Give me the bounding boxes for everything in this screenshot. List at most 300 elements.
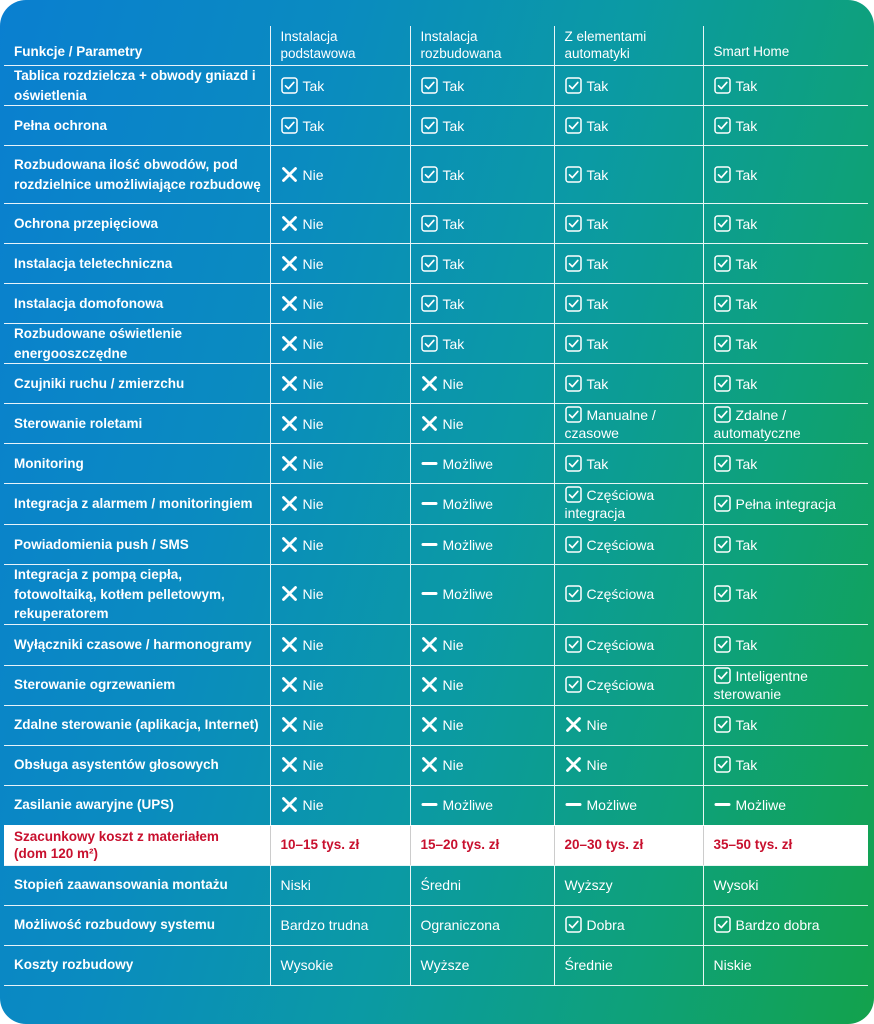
cell-text: Tak [442, 335, 465, 352]
table-cell [410, 785, 554, 825]
row-label: Rozbudowane oświetlenie energooszczędne [4, 324, 270, 364]
table-cell [554, 825, 703, 865]
table-cell [410, 66, 554, 106]
cell-text: Tak [586, 335, 609, 352]
cell-text: Tak [735, 255, 758, 272]
table-cell [703, 865, 868, 905]
row-label: Pełna ochrona [4, 106, 270, 146]
table-cell [554, 204, 703, 244]
check-icon [714, 585, 731, 602]
table-row [4, 525, 868, 565]
cell-text: Tak [735, 455, 758, 472]
row-label: Instalacja domofonowa [4, 284, 270, 324]
dash-icon [421, 455, 438, 472]
table-cell [270, 284, 410, 324]
table-cell [554, 565, 703, 625]
cell-text: Tak [735, 117, 758, 134]
table-cell [270, 484, 410, 525]
table-cell [554, 146, 703, 204]
check-icon [421, 335, 438, 352]
cross-icon [281, 215, 298, 232]
table-cell [270, 525, 410, 565]
row-label: Zdalne sterowanie (aplikacja, Internet) [4, 705, 270, 745]
row-label: Stopień zaawansowania montażu [4, 865, 270, 905]
table-cell [703, 905, 868, 945]
table-row [4, 865, 868, 905]
check-icon [565, 335, 582, 352]
check-icon [714, 756, 731, 773]
check-icon [281, 117, 298, 134]
cell-text: Tak [586, 77, 609, 94]
check-icon [565, 295, 582, 312]
table-cell [410, 404, 554, 444]
cell-text: Tak [586, 166, 609, 183]
table-cell [703, 324, 868, 364]
cell-text: Tak [442, 215, 465, 232]
cell-text: Tak [735, 295, 758, 312]
table-cell [410, 284, 554, 324]
table-cell [703, 825, 868, 865]
check-icon [565, 117, 582, 134]
table-cell [410, 665, 554, 705]
table-cell [270, 665, 410, 705]
dash-icon [421, 796, 438, 813]
cell-text: Wysoki [713, 877, 759, 893]
cross-icon [281, 295, 298, 312]
table-cell [410, 745, 554, 785]
check-icon [714, 77, 731, 94]
table-row [4, 665, 868, 705]
cell-text: Nie [442, 415, 464, 432]
dash-icon [565, 796, 582, 813]
table-cell [410, 146, 554, 204]
row-label: Szacunkowy koszt z materiałem (dom 120 m²) [4, 825, 270, 865]
cell-text: Tak [735, 77, 758, 94]
table-cell [270, 204, 410, 244]
cell-text: Nie [302, 536, 324, 553]
row-label: Zasilanie awaryjne (UPS) [4, 785, 270, 825]
cross-icon [281, 495, 298, 512]
cell-text: Nie [302, 415, 324, 432]
table-cell [410, 525, 554, 565]
check-icon [714, 916, 731, 933]
cell-text: Tak [586, 117, 609, 134]
cell-text: Średnie [564, 957, 613, 973]
header-smart-home: Smart Home [703, 26, 868, 66]
table-cell [703, 565, 868, 625]
cell-text: Częściowa [586, 636, 655, 653]
table-cell [554, 444, 703, 484]
check-icon [714, 536, 731, 553]
table-cell [554, 785, 703, 825]
cross-icon [565, 716, 582, 733]
cross-icon [281, 255, 298, 272]
cell-text: Tak [442, 166, 465, 183]
table-row [4, 146, 868, 204]
table-cell [554, 624, 703, 665]
cell-text: Tak [442, 77, 465, 94]
table-cell [703, 785, 868, 825]
check-icon [565, 255, 582, 272]
header-features: Funkcje / Parametry [4, 26, 270, 66]
row-label: Rozbudowana ilość obwodów, pod rozdzielnice umożliwiające rozbudowę [4, 146, 270, 204]
cell-text: Częściowa integracja [564, 487, 655, 521]
check-icon [565, 676, 582, 693]
table-row [4, 745, 868, 785]
cell-text: Tak [586, 215, 609, 232]
cell-text: Nie [586, 757, 608, 773]
cell-text: Tak [735, 586, 758, 603]
table-cell [554, 525, 703, 565]
check-icon [565, 375, 582, 392]
row-label: Integracja z alarmem / monitoringiem [4, 484, 270, 525]
table-cell [270, 364, 410, 404]
table-cell [270, 745, 410, 785]
cell-text: Nie [442, 375, 464, 392]
cell-text: Tak [735, 215, 758, 232]
row-label: Czujniki ruchu / zmierzchu [4, 364, 270, 404]
cell-text: 10–15 tys. zł [280, 837, 360, 852]
dash-icon [421, 536, 438, 553]
cell-text: Tak [735, 717, 758, 733]
table-cell [270, 146, 410, 204]
check-icon [565, 166, 582, 183]
cell-text: Ograniczona [420, 917, 500, 933]
cell-text: Manualne / czasowe [564, 406, 656, 441]
table-row [4, 624, 868, 665]
cell-text: Niski [280, 877, 311, 893]
cell-text: Możliwe [442, 496, 494, 512]
row-label: Koszty rozbudowy [4, 945, 270, 985]
cell-text: Pełna integracja [735, 496, 836, 512]
check-icon [714, 667, 731, 684]
table-row [4, 705, 868, 745]
table-cell [554, 945, 703, 985]
cell-text: Możliwe [442, 455, 494, 472]
cell-text: Tak [735, 536, 758, 553]
check-icon [714, 295, 731, 312]
check-icon [565, 916, 582, 933]
table-cell [703, 364, 868, 404]
table-cell [270, 66, 410, 106]
check-icon [714, 215, 731, 232]
dash-icon [421, 585, 438, 602]
table-row [4, 484, 868, 525]
cell-text: Dobra [586, 917, 625, 933]
row-label: Powiadomienia push / SMS [4, 525, 270, 565]
check-icon [421, 117, 438, 134]
cell-text: Tak [735, 166, 758, 183]
table-row [4, 404, 868, 444]
table-cell [410, 444, 554, 484]
row-label: Możliwość rozbudowy systemu [4, 905, 270, 945]
cell-text: Tak [586, 255, 609, 272]
check-icon [421, 215, 438, 232]
cross-icon [281, 375, 298, 392]
cell-text: 15–20 tys. zł [420, 837, 500, 852]
table-cell [703, 945, 868, 985]
check-icon [714, 335, 731, 352]
cell-text: Nie [442, 717, 464, 733]
cell-text: Tak [302, 77, 325, 94]
cell-text: Możliwe [735, 797, 787, 813]
table-cell [703, 66, 868, 106]
table-cell [410, 364, 554, 404]
cell-text: Możliwe [586, 797, 638, 813]
check-icon [421, 166, 438, 183]
cell-text: Możliwe [442, 536, 494, 553]
cross-icon [281, 455, 298, 472]
table-cell [703, 284, 868, 324]
check-icon [565, 536, 582, 553]
table-cell [270, 244, 410, 284]
cell-text: Inteligentne sterowanie [713, 668, 808, 702]
table-cell [270, 565, 410, 625]
cross-icon [281, 636, 298, 653]
table-cell [554, 404, 703, 444]
table-cell [410, 565, 554, 625]
check-icon [565, 455, 582, 472]
cell-text: Nie [302, 636, 324, 653]
cell-text: Niskie [713, 957, 752, 973]
cell-text: Tak [586, 375, 609, 392]
cell-text: Tak [302, 117, 325, 134]
cross-icon [281, 415, 298, 432]
cross-icon [281, 335, 298, 352]
cell-text: Nie [302, 295, 324, 312]
table-cell [270, 106, 410, 146]
header-automation: Z elementami automatyki [554, 26, 703, 66]
check-icon [565, 77, 582, 94]
cross-icon [281, 536, 298, 553]
cost-row [4, 825, 868, 865]
cell-text: Nie [302, 496, 324, 512]
table-cell [410, 825, 554, 865]
table-cell [703, 146, 868, 204]
table-cell [410, 244, 554, 284]
table-cell [703, 484, 868, 525]
row-label: Sterowanie ogrzewaniem [4, 665, 270, 705]
dash-icon [421, 495, 438, 512]
cross-icon [421, 676, 438, 693]
table-row [4, 444, 868, 484]
cell-text: Wyższe [420, 957, 470, 973]
check-icon [714, 117, 731, 134]
cell-text: Nie [302, 455, 324, 472]
comparison-table [4, 26, 868, 986]
row-label: Integracja z pompą ciepła, fotowoltaiką, kotłem pelletowym, rekuperatorem [4, 565, 270, 625]
check-icon [421, 77, 438, 94]
check-icon [714, 166, 731, 183]
cell-text: Nie [442, 677, 464, 693]
row-label: Tablica rozdzielcza + obwody gniazd i oświetlenia [4, 66, 270, 106]
table-cell [703, 705, 868, 745]
row-label: Obsługa asystentów głosowych [4, 745, 270, 785]
table-cell [410, 484, 554, 525]
header-row [4, 26, 868, 66]
table-cell [554, 865, 703, 905]
cell-text: Tak [586, 295, 609, 312]
cell-text: Nie [302, 586, 324, 603]
cell-text: Nie [302, 757, 324, 773]
table-cell [703, 665, 868, 705]
table-cell [270, 404, 410, 444]
cross-icon [281, 796, 298, 813]
cell-text: Nie [302, 375, 324, 392]
table-cell [410, 106, 554, 146]
table-row [4, 204, 868, 244]
table-row [4, 244, 868, 284]
table-cell [410, 905, 554, 945]
table-cell [703, 106, 868, 146]
cell-text: Tak [442, 295, 465, 312]
cell-text: Nie [442, 757, 464, 773]
cell-text: Wyższy [564, 877, 613, 893]
cell-text: Tak [735, 757, 758, 773]
cell-text: Nie [302, 717, 324, 733]
cell-text: 35–50 tys. zł [713, 837, 793, 852]
table-row [4, 945, 868, 985]
table-cell [703, 745, 868, 785]
check-icon [714, 455, 731, 472]
check-icon [421, 295, 438, 312]
check-icon [714, 406, 731, 423]
cross-icon [421, 716, 438, 733]
cell-text: Nie [302, 677, 324, 693]
check-icon [565, 215, 582, 232]
row-label: Wyłączniki czasowe / harmonogramy [4, 624, 270, 665]
table-cell [703, 404, 868, 444]
table-cell [554, 324, 703, 364]
row-label: Ochrona przepięciowa [4, 204, 270, 244]
table-cell [410, 324, 554, 364]
table-cell [554, 905, 703, 945]
table-cell [410, 624, 554, 665]
cell-text: Bardzo dobra [735, 917, 820, 933]
table-cell [270, 324, 410, 364]
table-row [4, 284, 868, 324]
table-cell [554, 484, 703, 525]
table-row [4, 565, 868, 625]
table-cell [703, 204, 868, 244]
row-label: Monitoring [4, 444, 270, 484]
check-icon [565, 486, 582, 503]
cross-icon [421, 415, 438, 432]
cell-text: Możliwe [442, 797, 494, 813]
table-cell [703, 525, 868, 565]
cell-text: Nie [302, 215, 324, 232]
table-cell [270, 785, 410, 825]
table-cell [554, 745, 703, 785]
dash-icon [714, 796, 731, 813]
cell-text: Tak [735, 335, 758, 352]
check-icon [714, 255, 731, 272]
cell-text: Częściowa [586, 677, 655, 693]
cross-icon [281, 166, 298, 183]
check-icon [565, 585, 582, 602]
table-cell [410, 204, 554, 244]
table-row [4, 785, 868, 825]
cell-text: Nie [302, 255, 324, 272]
cell-text: Nie [442, 636, 464, 653]
cell-text: Tak [442, 117, 465, 134]
table-row [4, 66, 868, 106]
table-cell [270, 825, 410, 865]
table-cell [270, 444, 410, 484]
cell-text: Częściowa [586, 586, 655, 603]
check-icon [565, 636, 582, 653]
table-cell [410, 945, 554, 985]
table-cell [270, 945, 410, 985]
table-cell [270, 865, 410, 905]
cross-icon [421, 636, 438, 653]
table-cell [410, 705, 554, 745]
table-row [4, 324, 868, 364]
cross-icon [565, 756, 582, 773]
cell-text: Nie [302, 335, 324, 352]
cell-text: Zdalne / automatyczne [713, 406, 801, 441]
check-icon [565, 406, 582, 423]
row-label: Instalacja teletechniczna [4, 244, 270, 284]
table-cell [270, 624, 410, 665]
cell-text: Średni [420, 877, 461, 893]
table-cell [554, 66, 703, 106]
cell-text: Bardzo trudna [280, 917, 369, 933]
cell-text: Nie [302, 797, 324, 813]
table-row [4, 106, 868, 146]
table-row [4, 364, 868, 404]
cell-text: 20–30 tys. zł [564, 837, 644, 852]
cross-icon [281, 585, 298, 602]
check-icon [714, 375, 731, 392]
table-cell [554, 665, 703, 705]
check-icon [281, 77, 298, 94]
table-row [4, 905, 868, 945]
check-icon [714, 716, 731, 733]
table-cell [410, 865, 554, 905]
cell-text: Tak [442, 255, 465, 272]
table-cell [554, 106, 703, 146]
check-icon [421, 255, 438, 272]
cross-icon [281, 756, 298, 773]
cell-text: Nie [586, 717, 608, 733]
table-cell [270, 705, 410, 745]
cell-text: Wysokie [280, 957, 334, 973]
cell-text: Nie [302, 166, 324, 183]
table-cell [554, 364, 703, 404]
header-extended: Instalacja rozbudowana [410, 26, 554, 66]
cell-text: Tak [735, 636, 758, 653]
header-basic: Instalacja podstawowa [270, 26, 410, 66]
check-icon [714, 495, 731, 512]
cross-icon [281, 676, 298, 693]
cross-icon [421, 756, 438, 773]
table-cell [554, 705, 703, 745]
check-icon [714, 636, 731, 653]
table-cell [703, 244, 868, 284]
row-label: Sterowanie roletami [4, 404, 270, 444]
cross-icon [281, 716, 298, 733]
cell-text: Częściowa [586, 536, 655, 553]
cross-icon [421, 375, 438, 392]
cell-text: Tak [735, 375, 758, 392]
table-cell [703, 624, 868, 665]
table-cell [270, 905, 410, 945]
table-cell [554, 244, 703, 284]
table-cell [703, 444, 868, 484]
cell-text: Możliwe [442, 586, 494, 603]
cell-text: Tak [586, 455, 609, 472]
